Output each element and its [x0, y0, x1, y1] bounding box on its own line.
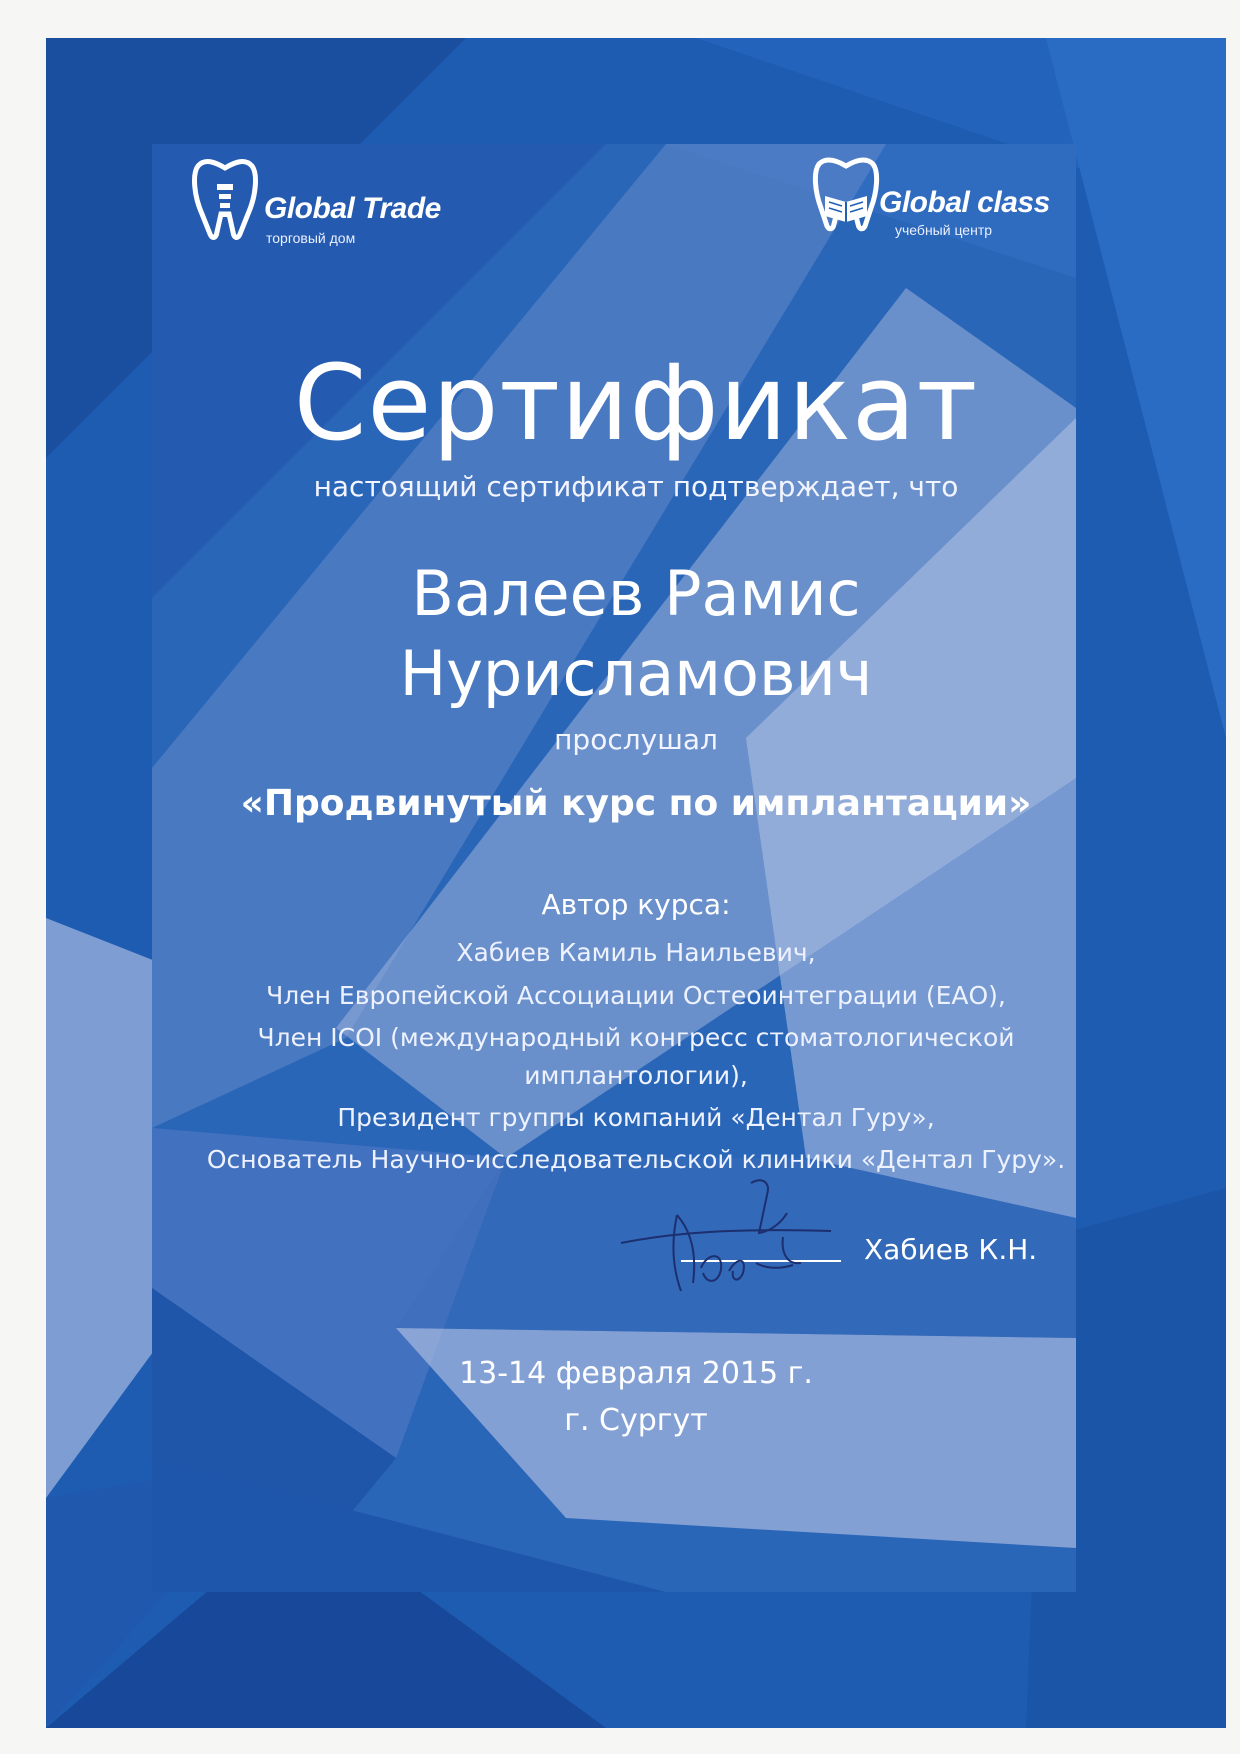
certificate-date: 13-14 февраля 2015 г.: [459, 1356, 813, 1391]
tooth-book-icon: [811, 156, 881, 236]
global-trade-logo-name: Global Trade: [264, 192, 441, 225]
handwritten-signature: [611, 1173, 851, 1308]
global-class-logo: [811, 156, 1111, 256]
recipient-name-line-2: Нурисламович: [399, 637, 873, 710]
action-text: прослушал: [554, 723, 718, 756]
recipient-name-line-1: Валеев Рамис: [411, 557, 861, 630]
author-line: Член Европейской Ассоциации Остеоинтеграции (ЕАО),: [266, 981, 1006, 1010]
global-trade-logo-subtitle: торговый дом: [266, 230, 356, 246]
certificate-sheet: [46, 38, 1226, 1728]
tooth-implant-icon: [190, 156, 260, 246]
course-title: «Продвинутый курс по имплантации»: [240, 783, 1032, 824]
global-class-logo-subtitle: учебный центр: [895, 222, 993, 238]
author-heading: Автор курса:: [541, 888, 731, 921]
certificate-subtitle: настоящий сертификат подтверждает, что: [313, 470, 959, 503]
author-line: Президент группы компаний «Дентал Гуру»,: [337, 1103, 935, 1132]
author-line: Хабиев Камиль Наильевич,: [456, 938, 816, 967]
author-line: имплантологии),: [524, 1061, 748, 1090]
certificate-city: г. Сургут: [564, 1403, 708, 1438]
certificate-title: Сертификат: [293, 342, 979, 464]
background-geometric-shapes: [46, 38, 1226, 1728]
global-class-logo-name: Global class: [879, 186, 1050, 219]
author-line: Член ICOI (международный конгресс стоматологической: [257, 1023, 1015, 1052]
author-line: Основатель Научно-исследовательской клиники «Дентал Гуру».: [206, 1145, 1066, 1174]
signatory-name: Хабиев К.Н.: [864, 1233, 1038, 1266]
global-trade-logo: [190, 156, 490, 256]
